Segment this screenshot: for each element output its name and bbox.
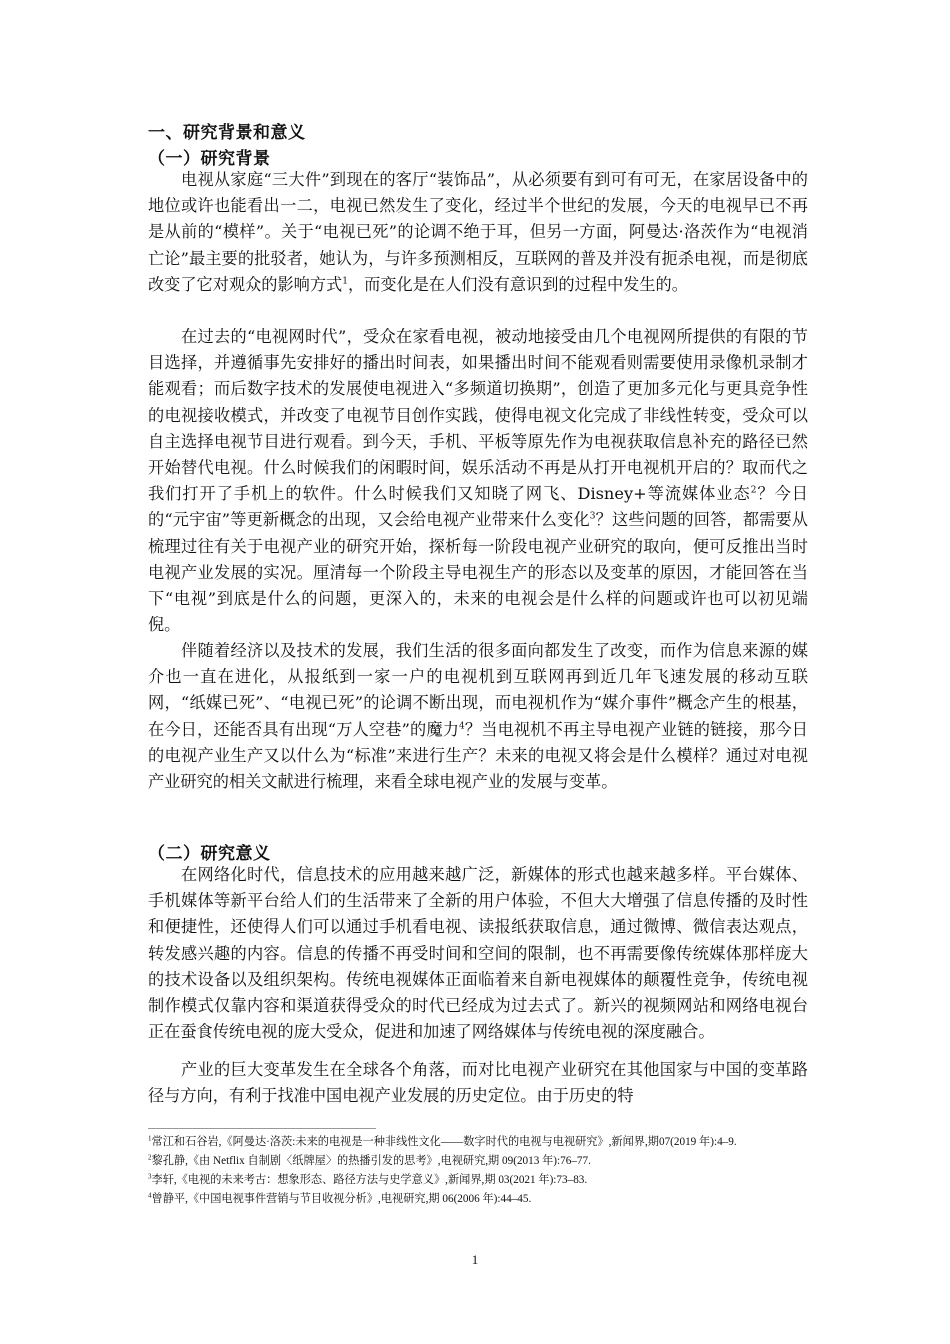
footnote-text: 黎孔静,《由 Netflix 自制剧〈纸牌屋〉的热播引发的思考》,电视研究,期 09(2013 年):76–77. [151,1155,591,1167]
footnote-item [148,1133,820,1152]
footnote-number: 3 [148,1172,152,1181]
footnote-divider [148,1128,376,1129]
footnote-number: 2 [148,1153,152,1162]
footnote-text: 李轩,《电视的未来考古：想象形态、路径方法与史学意义》,新闻界,期 03(2021 年):73–83. [151,1174,588,1186]
footnote-ref[interactable]: 3 [589,512,596,523]
footnote-item [148,1190,820,1209]
footnote-ref[interactable]: 2 [750,485,757,496]
footnote-ref[interactable]: 1 [342,276,348,287]
section-heading: 一、研究背景和意义 [148,123,306,143]
paragraph-background-1 [148,167,808,298]
footnote-item [148,1171,820,1190]
footnote-number: 4 [148,1191,152,1200]
subsection-title-background: （一）研究背景 [148,149,271,169]
footnote-text: 常江和石谷岩,《阿曼达·洛茨:未来的电视是一种非线性文化——数字时代的电视与电视研究》,新闻界,期07(2019 年):4–9. [151,1136,737,1148]
footnote-text: 曾静平,《中国电视事件营销与节目收视分析》,电视研究,期 06(2006 年):44–45. [151,1193,532,1205]
footnote-item [148,1152,820,1171]
paragraph-text: 伴随着经济以及技术的发展，我们生活的很多面向都发生了改变，而作为信息来源的媒介也一直在进化，从报纸到一家一户的电视机到互联网再到近几年飞速发展的移动互联网，“纸媒已死”、“电视已死”的论调不断出现，而电视机作为“媒介事件”概念产生的根基，在今日，还能否具有出现“万人空巷”的魔力 [148,641,808,739]
paragraph-text: ？当电视机不再主导电视产业链的链接，那今日的电视产业生产又以什么为“标准”来进行生产？未来的电视又将会是什么模样？通过对电视产业研究的相关文献进行梳理，来看全球电视产业的发展与变革。 [148,719,808,792]
paragraph-background-3 [148,638,808,795]
subsection-title-significance: （二）研究意义 [148,844,271,864]
paragraph-text: ，而变化是在人们没有意识到的过程中发生的。 [347,274,688,294]
paragraph-background-2 [148,324,808,638]
paragraph-significance-1: 在网络化时代，信息技术的应用越来越广泛，新媒体的形式也越来越多样。平台媒体、手机媒体等新平台给人们的生活带来了全新的用户体验，不但大大增强了信息传播的及时性和便捷性，还使得人们可以通过手机看电视、读报纸获取信息，通过微博、微信表达观点，转发感兴趣的内容。信息的传播不再受时间和空间的限制，也不再需要像传统媒体那样庞大的技术设备以及组织架构。传统电视媒体正面临着来自新电视媒体的颠覆性竞争，传统电视制作模式仅靠内容和渠道获得受众的时代已经成为过去式了。新兴的视频网站和网络电视台正在蚕食传统电视的庞大受众，促进和加速了网络媒体与传统电视的深度融合。 [148,865,808,1042]
paragraph-text: 在过去的“电视网时代”，受众在家看电视，被动地接受由几个电视网所提供的有限的节目选择，并遵循事先安排好的播出时间表，如果播出时间不能观看则需要使用录像机录制才能观看；而后数字技术的发展使电视进入“多频道切换期”，创造了更加多元化与更具竞争性的电视接收模式，并改变了电视节目创作实践，使得电视文化完成了非线性转变，受众可以自主选择电视节目进行观看。到今天，手机、平板等原先作为电视获取信息补充的路径已然开始替代电视。什么时候我们的闲暇时间，娱乐活动不再是从打开电视机开启的？取而代之我们打开了手机上的软件。什么时候我们又知晓了网飞、Disney+等流媒体业态 [148,327,808,504]
footnote-ref[interactable]: 4 [459,721,465,732]
paragraph-text: ？今日的“元宇宙”等更新概念的出现，又会给电视产业带来什么变化 [148,484,808,530]
footnote-number: 1 [148,1134,152,1143]
paragraph-text: ？这些问题的回答，都需要从梳理过往有关于电视产业的研究开始，探析每一阶段电视产业研究的取向，便可反推出当时电视产业发展的实况。厘清每一个阶段主导电视生产的形态以及变革的原因，才能回答在当下“电视”到底是什么的问题，更深入的，未来的电视会是什么样的问题或许也可以初见端倪。 [148,510,808,635]
paragraph-text: 电视从家庭“三大件”到现在的客厅“装饰品”，从必须要有到可有可无，在家居设备中的地位或许也能看出一二，电视已然发生了变化，经过半个世纪的发展，今天的电视早已不再是从前的“模样”。关于“电视已死”的论调不绝于耳，但另一方面，阿曼达·洛茨作为“电视消亡论”最主要的批驳者，她认为，与许多预测相反，互联网的普及并没有扼杀电视，而是彻底改变了它对观众的影响方式 [148,170,808,294]
footnotes [148,1133,820,1209]
paragraph-significance-2: 产业的巨大变革发生在全球各个角落，而对比电视产业研究在其他国家与中国的变革路径与方向，有利于找准中国电视产业发展的历史定位。由于历史的特 [148,1060,808,1106]
page-number: 1 [471,1252,479,1267]
